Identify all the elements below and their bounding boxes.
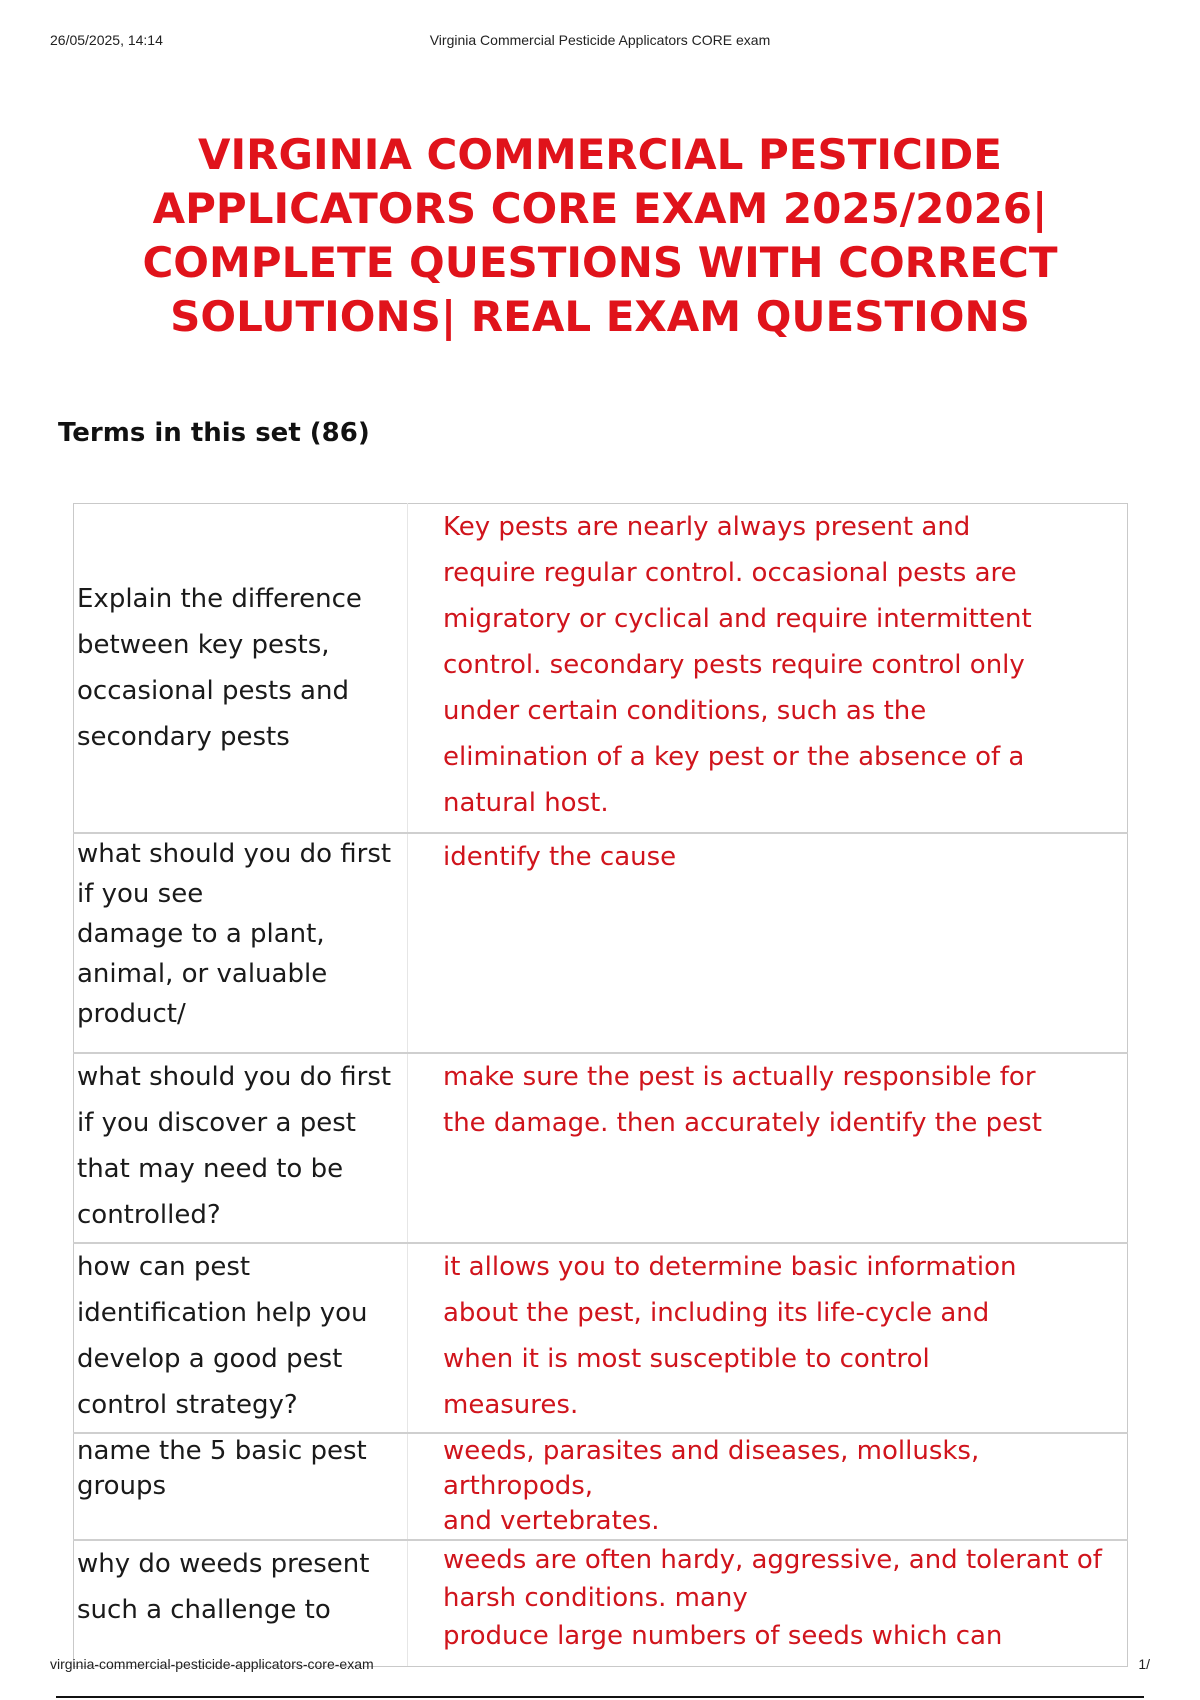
definition-cell <box>408 1433 1128 1540</box>
definition-text: Key pests are nearly always present and require regular control. occasional pests are migratory or cyclical and require intermittent control. secondary pests require control only under certain conditions, such as the elimination of a key pest or the absence of a natural host. <box>443 512 1032 818</box>
definition-text: weeds are often hardy, aggressive, and tolerant of harsh conditions. many produce large numbers of seeds which can <box>443 1545 1102 1651</box>
term-cell <box>74 1540 408 1667</box>
definition-cell <box>408 1053 1128 1243</box>
term-text: how can pest identification help you develop a good pest control strategy? <box>77 1252 368 1420</box>
term-text: what should you do first if you see damage to a plant, animal, or valuable product/ <box>77 839 392 1029</box>
term-text: what should you do first if you discover a pest that may need to be controlled? <box>77 1062 392 1230</box>
term-text: name the 5 basic pest groups <box>77 1436 367 1501</box>
table-row <box>74 1540 1128 1667</box>
definition-text: it allows you to determine basic information about the pest, including its life-cycle and when it is most susceptible to control measures. <box>443 1252 1017 1420</box>
definition-text: identify the cause <box>443 842 677 872</box>
definition-cell <box>408 504 1128 834</box>
table-row <box>74 1053 1128 1243</box>
definition-cell <box>408 1243 1128 1433</box>
table-row <box>74 504 1128 834</box>
print-header <box>50 32 1150 52</box>
print-date: 26/05/2025, 14:14 <box>50 32 163 48</box>
term-cell <box>74 1433 408 1540</box>
term-cell <box>74 1243 408 1433</box>
term-text: Explain the difference between key pests, occasional pests and secondary pests <box>77 584 362 752</box>
term-text: why do weeds present such a challenge to <box>77 1549 370 1625</box>
table-row <box>74 1243 1128 1433</box>
table-row <box>74 1433 1128 1540</box>
print-url: virginia-commercial-pesticide-applicators-core-exam <box>50 1656 374 1672</box>
term-cell <box>74 833 408 1053</box>
footer-divider <box>56 1696 1144 1698</box>
definition-text: weeds, parasites and diseases, mollusks, arthropods, and vertebrates. <box>443 1436 980 1536</box>
print-document-title: Virginia Commercial Pesticide Applicators CORE exam <box>429 32 771 48</box>
print-footer <box>50 1656 1150 1676</box>
page-number: 1/ <box>1138 1656 1150 1672</box>
page-title: VIRGINIA COMMERCIAL PESTICIDE APPLICATORS CORE EXAM 2025/2026| COMPLETE QUESTIONS WITH CORRECT SOLUTIONS| REAL EXAM QUESTIONS <box>142 130 1058 341</box>
definition-cell <box>408 833 1128 1053</box>
definition-text: make sure the pest is actually responsible for the damage. then accurately identify the pest <box>443 1062 1042 1138</box>
table-row <box>74 833 1128 1053</box>
term-cell <box>74 504 408 834</box>
terms-count: Terms in this set (86) <box>58 418 370 448</box>
term-cell <box>74 1053 408 1243</box>
terms-table <box>73 503 1128 1667</box>
definition-cell <box>408 1540 1128 1667</box>
